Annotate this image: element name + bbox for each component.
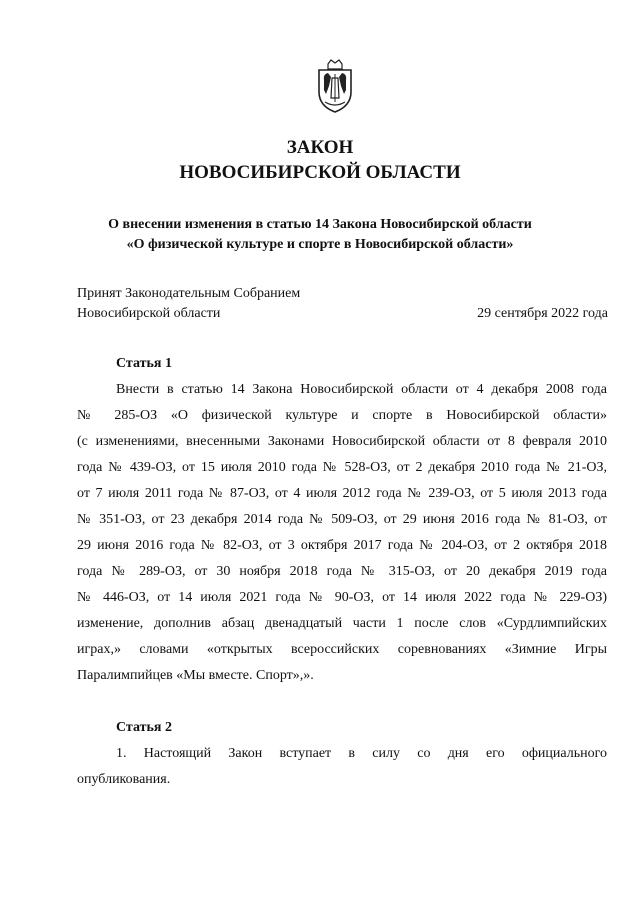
article-1-line: от 7 июля 2011 года № 87-ОЗ, от 4 июля 2012 года № 239-ОЗ, от 5 июля 2013 года: [77, 486, 607, 501]
article-1-heading: Статья 1: [116, 356, 172, 371]
article-2-heading: Статья 2: [116, 720, 172, 735]
article-1-line: Внести в статью 14 Закона Новосибирской области от 4 декабря 2008 года: [116, 382, 607, 397]
article-1-line: Паралимпийцев «Мы вместе. Спорт»,».: [77, 668, 314, 683]
law-region-title: НОВОСИБИРСКОЙ ОБЛАСТИ: [179, 162, 461, 183]
law-title: ЗАКОН: [286, 137, 354, 158]
article-1-line: № 351-ОЗ, от 23 декабря 2014 года № 509-ОЗ, от 29 июня 2016 года № 81-ОЗ, от: [77, 512, 607, 527]
article-1-line: 29 июня 2016 года № 82-ОЗ, от 3 октября 2017 года № 204-ОЗ, от 2 октября 2018: [77, 538, 607, 553]
article-1-line: изменение, дополнив абзац двенадцатый части 1 после слов «Сурдлимпийских: [77, 616, 607, 631]
article-1-line: года № 439-ОЗ, от 15 июля 2010 года № 528-ОЗ, от 2 декабря 2010 года № 21-ОЗ,: [77, 460, 607, 475]
law-subject-line-2: «О физической культуре и спорте в Новосибирской области»: [126, 237, 514, 252]
adoption-date: 29 сентября 2022 года: [477, 306, 608, 321]
adopted-by-line-2: Новосибирской области: [77, 306, 221, 321]
article-2-line: опубликования.: [77, 772, 171, 787]
coat-of-arms-icon: [315, 58, 355, 114]
article-1-line: играх,» словами «открытых всероссийских соревнованиях «Зимние Игры: [77, 642, 607, 657]
article-1-line: (с изменениями, внесенными Законами Новосибирской области от 8 февраля 2010: [77, 434, 607, 449]
article-1-line: № 446-ОЗ, от 14 июля 2021 года № 90-ОЗ, от 14 июля 2022 года № 229-ОЗ): [77, 590, 607, 605]
article-1-line: № 285-ОЗ «О физической культуре и спорте в Новосибирской области»: [77, 408, 607, 423]
law-subject-line-1: О внесении изменения в статью 14 Закона Новосибирской области: [108, 217, 532, 232]
article-2-line: 1. Настоящий Закон вступает в силу со дня его официального: [116, 746, 607, 761]
adopted-by-line-1: Принят Законодательным Собранием: [77, 286, 301, 301]
article-1-line: года № 289-ОЗ, от 30 ноября 2018 года № 315-ОЗ, от 20 декабря 2019 года: [77, 564, 607, 579]
